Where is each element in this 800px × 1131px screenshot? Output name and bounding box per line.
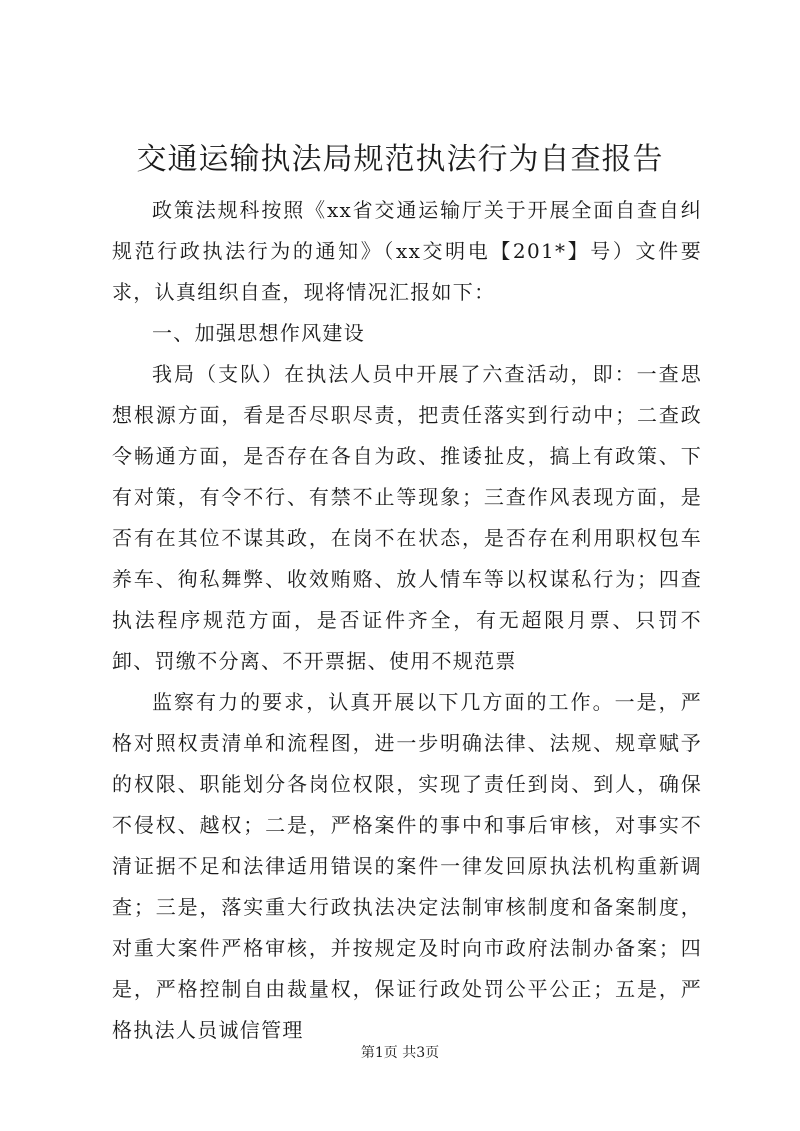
paragraph-six-checks: 我局（支队）在执法人员中开展了六查活动，即：一查思想根源方面，看是否尽职尽责，把责任落实到行动中；二查政令畅通方面，是否存在各自为政、推诿扯皮，搞上有政策、下有对策，有令不行、有禁不止等现象；三查作风表现方面，是否有在其位不谋其政，在岗不在状态，是否存在利用职权包车养车、徇私舞弊、收效贿赂、放人情车等以权谋私行为；四查执法程序规范方面，是否证件齐全，有无超限月票、只罚不卸、罚缴不分离、不开票据、使用不规范票 [112, 362, 702, 673]
page-number-footer: 第1页 共3页 [360, 1045, 440, 1061]
document-title: 交通运输执法局规范执法行为自查报告 [136, 142, 664, 177]
paragraph-intro: 政策法规科按照《xx省交通运输厅关于开展全面自查自纠规范行政执法行为的通知》（xx交明电【201*】号）文件要求，认真组织自查，现将情况汇报如下： [112, 198, 702, 304]
section-heading: 一、加强思想作风建设 [152, 321, 365, 345]
document-body [112, 190, 702, 1051]
paragraph-supervision: 监察有力的要求，认真开展以下几方面的工作。一是，严格对照权责清单和流程图，进一步明确法律、法规、规章赋予的权限、职能划分各岗位权限，实现了责任到岗、到人，确保不侵权、越权；二是，严格案件的事中和事后审核，对事实不清证据不足和法律适用错误的案件一律发回原执法机构重新调查；三是，落实重大行政执法决定法制审核制度和备案制度，对重大案件严格审核，并按规定及时向市政府法制办备案；四是，严格控制自由裁量权，保证行政处罚公平公正；五是，严格执法人员诚信管理 [112, 690, 702, 1042]
